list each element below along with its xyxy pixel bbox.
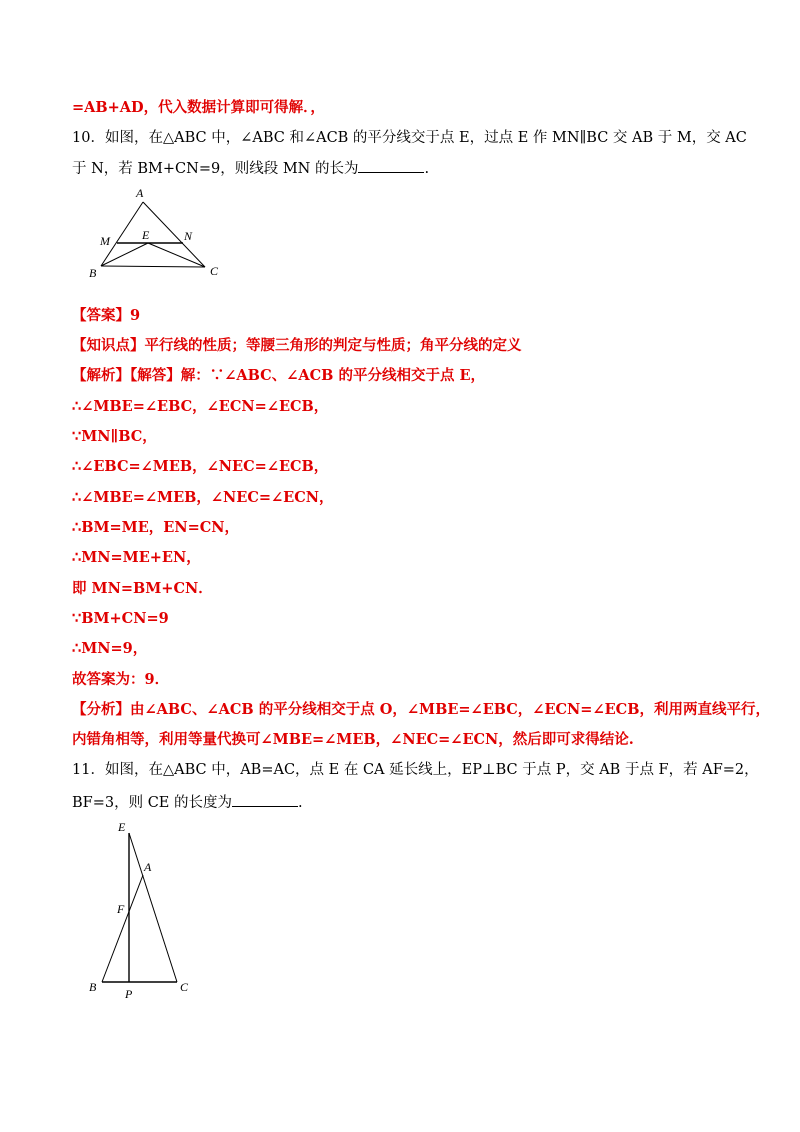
- question-10-period: .: [424, 161, 430, 177]
- solution-step: ∴∠EBC=∠MEB，∠NEC=∠ECB，: [72, 458, 329, 475]
- segment-ac: [143, 202, 205, 267]
- solution-step: 即 MN=BM+CN．: [72, 580, 213, 597]
- solution-step: ∴MN=9，: [72, 640, 148, 657]
- knowledge-points: 【知识点】平行线的性质；等腰三角形的判定与性质；角平分线的定义: [72, 337, 522, 354]
- label-b: B: [89, 980, 97, 994]
- label-p: P: [125, 987, 133, 1001]
- label-f: F: [117, 902, 125, 916]
- question-10-text-line2: [72, 158, 429, 179]
- label-n: N: [184, 229, 193, 243]
- solution-step: 故答案为：9．: [72, 671, 170, 688]
- question-11-text-line2-body: BF=3，则 CE 的长度为: [72, 795, 232, 811]
- previous-solution-tail: =AB+AD，代入数据计算即可得解．，: [72, 99, 325, 116]
- label-c: C: [210, 264, 219, 278]
- solution-step: ∵MN∥BC，: [72, 428, 157, 445]
- analysis-line2: 内错角相等，利用等量代换可∠MBE=∠MEB，∠NEC=∠ECN，然后即可求得结论.: [72, 731, 634, 748]
- label-a: A: [144, 860, 152, 874]
- solution-step: ∴MN=ME+EN，: [72, 549, 201, 566]
- label-c: C: [180, 980, 189, 994]
- solution-step: ∴BM=ME，EN=CN，: [72, 519, 240, 536]
- figure-q11-triangle: [80, 815, 210, 1005]
- question-11-text-line2: [72, 792, 303, 813]
- label-a: A: [136, 186, 144, 200]
- label-b: B: [89, 266, 97, 280]
- answer-blank: [358, 158, 424, 173]
- answer-blank: [232, 792, 298, 807]
- figure-q10-triangle: [80, 182, 240, 292]
- solution-step: ∴∠MBE=∠EBC，∠ECN=∠ECB，: [72, 398, 329, 415]
- segment-bc: [101, 266, 205, 267]
- solution-step: ∴∠MBE=∠MEB，∠NEC=∠ECN，: [72, 489, 334, 506]
- solution-step: 【解析】【解答】解：∵∠ABC、∠ACB 的平分线相交于点 E，: [72, 367, 486, 384]
- question-11-text-line1: 11．如图，在△ABC 中，AB=AC，点 E 在 CA 延长线上，EP⊥BC 于点 P，交 AB 于点 F，若 AF=2，: [72, 762, 759, 778]
- label-e: E: [118, 820, 126, 834]
- solution-step: ∵BM+CN=9: [72, 610, 169, 627]
- answer-label: 【答案】9: [72, 307, 141, 324]
- label-e: E: [142, 228, 150, 242]
- segment-ec: [148, 243, 205, 267]
- question-10-text-line1: 10．如图，在△ABC 中，∠ABC 和∠ACB 的平分线交于点 E，过点 E 作 MN∥BC 交 AB 于 M，交 AC: [72, 130, 747, 146]
- segment-ec: [129, 833, 177, 982]
- analysis-line1: 【分析】由∠ABC、∠ACB 的平分线相交于点 O，∠MBE=∠EBC，∠ECN=∠ECB，利用两直线平行，: [72, 701, 770, 718]
- label-m: M: [100, 234, 110, 248]
- question-11-period: .: [298, 795, 303, 811]
- question-10-text-line2-body: 于 N，若 BM+CN=9，则线段 MN 的长为: [72, 161, 359, 177]
- segment-ab: [102, 875, 143, 982]
